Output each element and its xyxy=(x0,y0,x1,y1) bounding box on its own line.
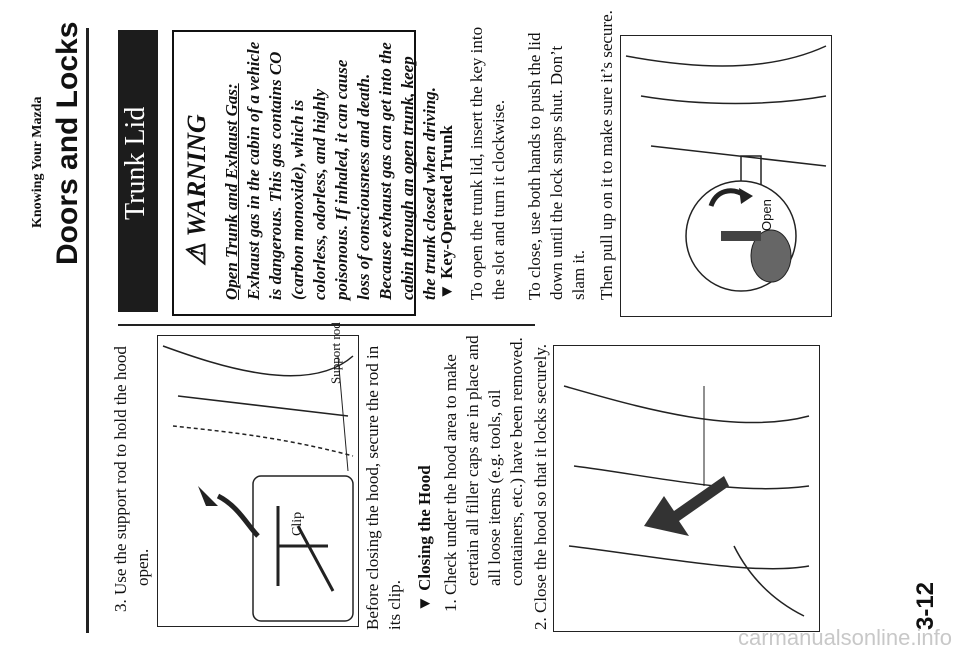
warning-line: loss of consciousness and death. xyxy=(354,73,373,300)
open-label: Open xyxy=(759,199,774,231)
warning-heading: Open Trunk and Exhaust Gas: xyxy=(222,83,241,300)
triangle-bullet-icon: ▼ xyxy=(437,278,456,300)
closing-heading-text: Closing the Hood xyxy=(415,465,434,591)
warning-line: Exhaust gas in the cabin of a vehicle xyxy=(244,41,263,300)
secure-rod-line-1: Before closing the hood, secure the rod in xyxy=(363,345,382,630)
key-trunk-heading xyxy=(436,125,458,300)
key-trunk-heading-text: Key-Operated Trunk xyxy=(437,125,456,279)
step-3-line-1: 3. Use the support rod to hold the hood xyxy=(111,346,130,612)
trunk-lock-drawing xyxy=(621,36,831,316)
section-label: Knowing Your Mazda xyxy=(30,96,45,228)
warning-line: is dangerous. This gas contains CO xyxy=(266,51,285,300)
secure-rod-line-2: its clip. xyxy=(385,579,404,630)
closing-step-1-line-2: certain all filler caps are in place and xyxy=(463,335,482,586)
key-para-3: Then pull up on it to make sure it’s secure. xyxy=(597,10,616,300)
triangle-bullet-icon: ▼ xyxy=(415,590,434,612)
trunk-key-illustration xyxy=(620,35,832,317)
closing-step-1-line-3: all loose items (e.g. tools, oil xyxy=(485,389,504,586)
page-title: Doors and Locks xyxy=(51,21,84,265)
key-para-1-line-2: the slot and turn it clockwise. xyxy=(489,99,508,300)
warning-line: poisonous. If inhaled, it can cause xyxy=(332,59,351,300)
watermark: carmanualsonline.info xyxy=(737,625,952,650)
trunk-lid-title: Trunk Lid xyxy=(120,106,151,220)
support-rod-label: Support rod xyxy=(328,322,343,384)
key-para-2-line-3: slam it. xyxy=(569,249,588,300)
warning-line: Because exhaust gas can get into the xyxy=(376,42,395,300)
key-para-2-line-2: down until the lock snaps shut. Don’t xyxy=(547,45,566,300)
warning-line: colorless, odorless, and highly xyxy=(310,88,329,300)
step-3-line-2: open. xyxy=(133,548,152,586)
clip-label: Clip xyxy=(290,511,305,536)
key-para-2-line-1: To close, use both hands to push the lid xyxy=(525,32,544,300)
page-number: 3-12 xyxy=(912,581,939,630)
closing-step-1-line-4: containers, etc.) have been removed. xyxy=(507,337,526,586)
warning-line: cabin through an open trunk, keep xyxy=(398,56,417,300)
warning-title xyxy=(182,114,212,266)
warning-line: (carbon monoxide), which is xyxy=(288,99,307,300)
closing-step-2: 2. Close the hood so that it locks securely. xyxy=(531,344,550,630)
warning-title-text: WARNING xyxy=(182,114,211,237)
warning-line: the trunk closed when driving. xyxy=(420,86,439,300)
warning-triangle-icon: ⚠ xyxy=(182,236,211,266)
closing-step-1-line-1: 1. Check under the hood area to make xyxy=(441,354,460,612)
key-para-1-line-1: To open the trunk lid, insert the key into xyxy=(467,26,486,300)
